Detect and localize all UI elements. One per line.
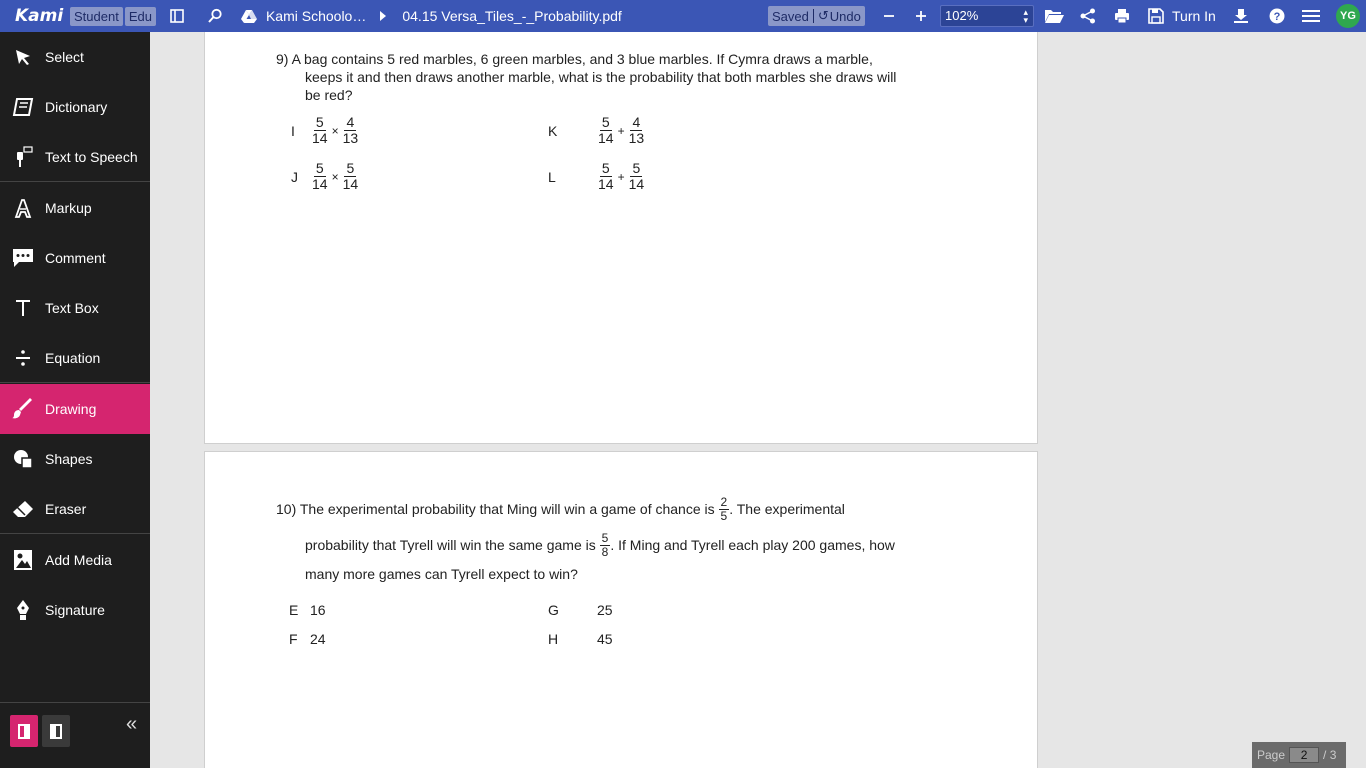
shapes-icon <box>0 449 45 469</box>
select-arrows-icon: ▴ ▾ <box>1023 7 1028 25</box>
sidebar-right-mode-button[interactable] <box>42 715 70 747</box>
option-letter: K <box>548 122 558 139</box>
sidebar-toggle-icon[interactable] <box>166 5 188 27</box>
option-e <box>289 602 326 618</box>
collapse-sidebar-icon[interactable]: « <box>126 713 138 735</box>
page-total: / 3 <box>1323 748 1337 762</box>
undo-icon: ↺ <box>817 8 829 23</box>
comment-icon <box>0 248 45 268</box>
avatar[interactable]: YG <box>1336 4 1360 28</box>
eraser-icon <box>0 500 45 518</box>
fraction-denominator: 14 <box>628 176 645 192</box>
turn-in-button[interactable]: Turn In <box>1172 8 1216 24</box>
question-9-line: 9) A bag contains 5 red marbles, 6 green marbles, and 3 blue marbles. If Cymra draws a marble, <box>276 51 873 67</box>
top-toolbar <box>0 0 1366 32</box>
cursor-icon <box>0 48 45 66</box>
option-k <box>548 115 644 146</box>
option-value: 45 <box>597 631 613 647</box>
option-letter: H <box>548 631 559 647</box>
zoom-value: 102% <box>945 8 979 23</box>
saved-undo-group <box>768 6 865 26</box>
option-letter: J <box>291 168 298 185</box>
question-10-text: . The experimental <box>729 501 845 517</box>
option-g <box>548 602 613 618</box>
sidebar-item-label: Dictionary <box>45 99 108 115</box>
fraction-numerator: 5 <box>632 160 641 176</box>
breadcrumb-folder[interactable]: Kami Schoolo… <box>265 8 367 24</box>
sidebar-item-add-media[interactable] <box>0 535 150 585</box>
question-10 <box>276 494 996 583</box>
sidebar-item-drawing[interactable] <box>0 384 150 434</box>
save-icon[interactable] <box>1145 5 1167 27</box>
pdf-page-2 <box>204 451 1038 768</box>
sidebar-item-text-to-speech[interactable] <box>0 132 150 182</box>
sidebar-item-shapes[interactable] <box>0 434 150 484</box>
fraction-numerator: 5 <box>315 160 324 176</box>
book-icon <box>0 97 45 117</box>
print-icon[interactable] <box>1111 5 1133 27</box>
zoom-select[interactable] <box>940 5 1034 27</box>
sidebar-item-markup[interactable] <box>0 183 150 233</box>
question-9 <box>276 50 976 104</box>
option-l <box>548 161 644 192</box>
svg-text:?: ? <box>1273 11 1281 23</box>
page-indicator <box>1252 742 1346 768</box>
sidebar-item-signature[interactable] <box>0 585 150 635</box>
operator: + <box>617 123 625 138</box>
sidebar-item-label: Text Box <box>45 300 99 316</box>
option-h <box>548 631 613 647</box>
fraction-numerator: 4 <box>346 114 355 130</box>
share-icon[interactable] <box>1077 5 1099 27</box>
download-icon[interactable] <box>1230 5 1252 27</box>
sidebar-item-label: Markup <box>45 200 92 216</box>
option-j <box>291 161 358 192</box>
option-f <box>289 631 326 647</box>
option-i <box>291 115 358 146</box>
sidebar-item-label: Eraser <box>45 500 87 517</box>
fraction-denominator: 13 <box>342 130 359 146</box>
question-10-text: many more games can Tyrell expect to win? <box>305 566 578 582</box>
chevron-right-icon <box>372 5 394 27</box>
operator: × <box>331 169 339 184</box>
sidebar-item-equation[interactable] <box>0 333 150 383</box>
option-letter: G <box>548 602 559 618</box>
sidebar-item-label: Comment <box>45 250 106 266</box>
fraction-numerator: 4 <box>632 114 641 130</box>
fraction-denominator: 14 <box>598 176 614 192</box>
fraction-denominator: 8 <box>601 544 609 559</box>
markup-icon <box>0 198 45 218</box>
question-9-line: be red? <box>305 87 353 103</box>
option-letter: I <box>291 122 295 139</box>
question-10-text: probability that Tyrell will win the same game is <box>305 537 596 553</box>
zoom-in-icon[interactable] <box>910 5 932 27</box>
sidebar-item-label: Text to Speech <box>45 148 138 165</box>
menu-icon[interactable] <box>1300 5 1322 27</box>
page-label: Page <box>1257 748 1286 762</box>
page-number-input[interactable]: 2 <box>1289 747 1319 763</box>
text-icon <box>0 299 45 317</box>
sidebar-item-text-box[interactable] <box>0 283 150 333</box>
sidebar-item-select[interactable] <box>0 32 150 82</box>
sidebar-item-label: Signature <box>45 602 105 618</box>
student-tag: Student <box>70 7 123 26</box>
sidebar-item-label: Add Media <box>45 552 112 568</box>
option-letter: E <box>289 602 299 618</box>
fraction-numerator: 5 <box>601 114 610 130</box>
pen-icon <box>0 599 45 621</box>
sidebar-item-eraser[interactable] <box>0 484 150 534</box>
fraction-denominator: 14 <box>342 176 359 192</box>
search-icon[interactable] <box>204 5 226 27</box>
google-drive-icon <box>238 5 260 27</box>
fraction-denominator: 13 <box>628 130 645 146</box>
sidebar-footer <box>0 702 150 768</box>
sidebar-item-dictionary[interactable] <box>0 82 150 132</box>
sidebar-item-label: Drawing <box>45 401 97 417</box>
fraction-denominator: 14 <box>312 176 328 192</box>
fraction-denominator: 14 <box>598 130 614 146</box>
option-letter: L <box>548 168 556 185</box>
edu-tag: Edu <box>125 7 156 26</box>
tool-sidebar <box>0 32 150 768</box>
sidebar-item-label: Select <box>45 49 84 65</box>
divide-icon <box>0 349 45 367</box>
kami-logo: Kami <box>15 6 64 26</box>
saved-status: Saved <box>772 8 809 24</box>
speech-icon <box>0 146 45 168</box>
folder-open-icon[interactable] <box>1043 5 1065 27</box>
option-value: 16 <box>310 602 326 618</box>
zoom-out-icon[interactable] <box>878 5 900 27</box>
help-icon[interactable] <box>1266 5 1288 27</box>
option-value: 24 <box>310 631 326 647</box>
operator: + <box>617 169 625 184</box>
fraction-numerator: 5 <box>346 160 355 176</box>
option-letter: F <box>289 631 298 647</box>
question-9-line: keeps it and then draws another marble, what is the probability that both marbles she draws will <box>305 69 897 85</box>
undo-button[interactable]: Undo <box>829 8 861 24</box>
pdf-page-1 <box>204 32 1038 444</box>
sidebar-item-label: Shapes <box>45 451 93 467</box>
sidebar-item-comment[interactable] <box>0 233 150 283</box>
question-10-text: 10) The experimental probability that Ming will win a game of chance is <box>276 501 715 517</box>
question-10-text: . If Ming and Tyrell each play 200 games, how <box>610 537 895 553</box>
fraction-denominator: 14 <box>312 130 328 146</box>
fraction-denominator: 5 <box>720 508 728 523</box>
fraction-numerator: 5 <box>601 530 609 545</box>
brush-icon <box>0 398 45 420</box>
fraction-numerator: 2 <box>720 494 728 509</box>
sidebar-item-label: Equation <box>45 349 101 366</box>
option-value: 25 <box>597 602 613 618</box>
sidebar-left-mode-button[interactable] <box>10 715 38 747</box>
fraction-numerator: 5 <box>315 114 324 130</box>
media-icon <box>0 549 45 571</box>
fraction-numerator: 5 <box>601 160 610 176</box>
breadcrumb-file[interactable]: 04.15 Versa_Tiles_-_Probability.pdf <box>402 8 622 24</box>
operator: × <box>331 123 339 138</box>
